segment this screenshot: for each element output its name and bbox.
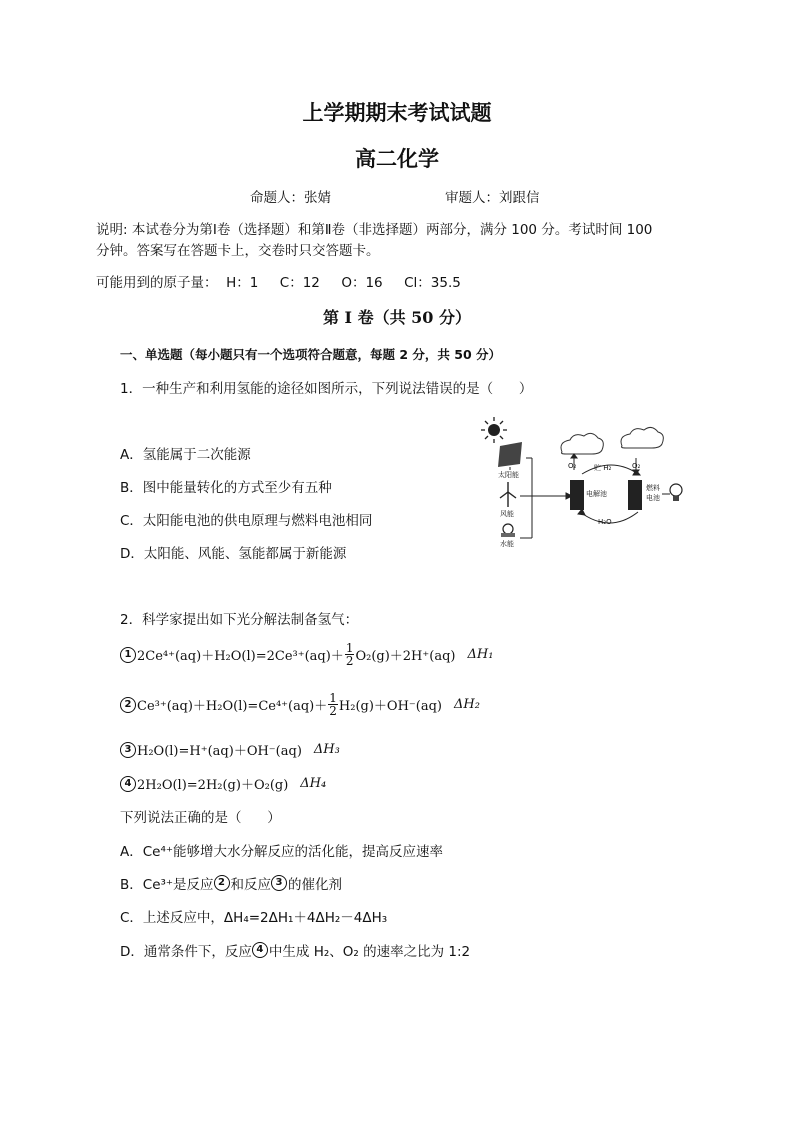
section-title: 第 I 卷（共 50 分） [322, 308, 472, 327]
sun-icon [481, 417, 507, 443]
q2-option-d-part2: 中生成 H₂、O₂ 的速率之比为 1:2 [268, 944, 471, 960]
equation-3 [120, 740, 340, 759]
circled-2: 2 [214, 875, 230, 891]
label-store-h2: 贮 H₂ [594, 464, 612, 472]
label-fuel-cell-1: 燃料 [646, 484, 660, 492]
label-water: 水能 [500, 540, 514, 548]
q2-option-b-part1: B．Ce³⁺是反应 [120, 877, 214, 893]
source-bracket [520, 458, 572, 538]
q1-option-a[interactable]: A．氢能属于二次能源 [120, 447, 251, 463]
eq1-dh: ΔH₁ [467, 647, 494, 662]
q2-option-b[interactable] [120, 873, 342, 893]
label-o2-right: O₂ [632, 462, 641, 470]
equation-2 [120, 692, 480, 717]
fuel-cell-icon [628, 480, 642, 510]
cloud-left [561, 433, 603, 454]
eq1-right: O₂(g)＋2H⁺(aq) [355, 649, 456, 664]
solar-panel-icon [498, 442, 522, 470]
label-solar: 太阳能 [498, 471, 519, 479]
q2-ask: 下列说法正确的是（ ） [120, 810, 281, 826]
q1-option-b[interactable]: B．图中能量转化的方式至少有五种 [120, 480, 332, 496]
q1-stem: 1．一种生产和利用氢能的途径如图所示，下列说法错误的是（ ） [120, 381, 533, 397]
eq4-dh: ΔH₄ [300, 776, 327, 791]
electrolyzer-icon [570, 480, 584, 510]
eq2-left: Ce³⁺(aq)＋H₂O(l)=Ce⁴⁺(aq)＋ [137, 699, 328, 714]
q2-option-d[interactable] [120, 940, 470, 960]
equation-1 [120, 642, 493, 667]
fraction-half: $\frac{1}{2}$ [345, 641, 354, 668]
q2-option-b-part3: 的催化剂 [288, 877, 343, 893]
reviewer: 审题人：刘跟信 [445, 190, 540, 206]
label-h2o: H₂O [598, 518, 612, 526]
label-o2-left: O₂ [568, 462, 577, 470]
author: 命题人：张婧 [250, 190, 331, 206]
eq2-right: H₂(g)＋OH⁻(aq) [338, 699, 442, 714]
circled-2: 2 [120, 697, 136, 713]
water-turbine-icon [501, 524, 515, 537]
hydrogen-energy-diagram [470, 412, 700, 554]
label-electrolyzer: 电解池 [586, 490, 607, 498]
q2-option-a[interactable]: A．Ce⁴⁺能够增大水分解反应的活化能，提高反应速率 [120, 844, 444, 860]
wind-turbine-icon [500, 482, 516, 507]
q2-option-d-part1: D．通常条件下，反应 [120, 944, 252, 960]
atomic-masses: 可能用到的原子量： H：1 C：12 O：16 Cl：35.5 [96, 275, 461, 291]
eq4-text: 2H₂O(l)=2H₂(g)＋O₂(g) [137, 778, 289, 793]
circled-4: 4 [120, 776, 136, 792]
part-heading: 一、单选题（每小题只有一个选项符合题意，每题 2 分，共 50 分） [120, 347, 502, 362]
circled-3: 3 [120, 742, 136, 758]
circled-4: 4 [252, 942, 268, 958]
equation-4 [120, 774, 326, 793]
cloud-right [621, 427, 663, 448]
eq3-text: H₂O(l)=H⁺(aq)＋OH⁻(aq) [137, 744, 302, 759]
circled-3: 3 [271, 875, 287, 891]
q1-option-c[interactable]: C．太阳能电池的供电原理与燃料电池相同 [120, 513, 373, 529]
q2-option-b-part2: 和反应 [230, 877, 272, 893]
circled-1: 1 [120, 647, 136, 663]
fraction-half: $\frac{1}{2}$ [329, 691, 337, 718]
label-fuel-cell-2: 电池 [646, 494, 660, 502]
eq1-left: 2Ce⁴⁺(aq)＋H₂O(l)=2Ce³⁺(aq)＋ [137, 649, 344, 664]
q2-option-c[interactable]: C．上述反应中，ΔH₄=2ΔH₁＋4ΔH₂－4ΔH₃ [120, 910, 388, 926]
q1-option-d[interactable]: D．太阳能、风能、氢能都属于新能源 [120, 546, 347, 562]
subject-title: 高二化学 [355, 146, 439, 171]
eq3-dh: ΔH₃ [313, 742, 340, 757]
exam-title: 上学期期末考试试题 [302, 100, 492, 125]
label-wind: 风能 [500, 510, 514, 518]
q2-stem: 2．科学家提出如下光分解法制备氢气： [120, 612, 359, 628]
instructions-line-2: 分钟。答案写在答题卡上，交卷时只交答题卡。 [96, 243, 380, 259]
instructions-line-1: 说明: 本试卷分为第Ⅰ卷（选择题）和第Ⅱ卷（非选择题）两部分，满分 100 分。考试时间 100 [96, 222, 653, 238]
light-bulb-icon [670, 484, 682, 501]
eq2-dh: ΔH₂ [454, 697, 480, 712]
